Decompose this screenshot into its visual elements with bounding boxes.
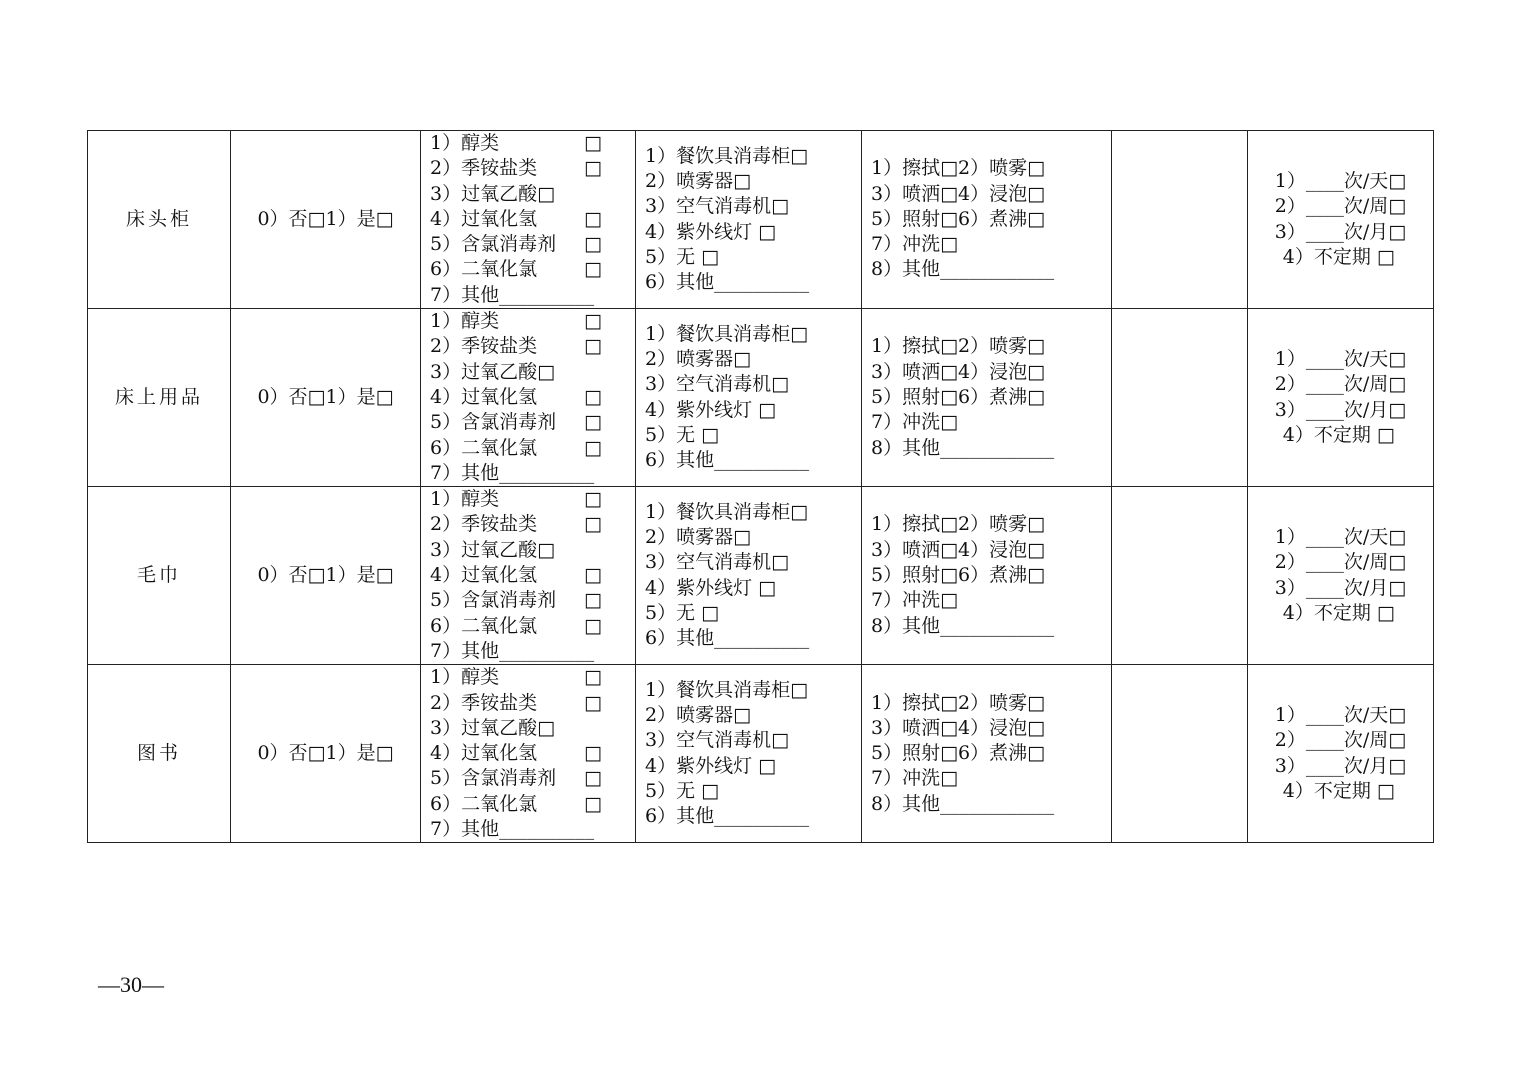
agent-option[interactable] [430,257,602,282]
blank-cell[interactable] [1112,487,1248,665]
checkbox[interactable]: □ [584,157,602,180]
agent-label: 2）季铵盐类 [430,335,538,358]
agent-label: 4）过氧化氢 [430,207,538,230]
agent-label: 3）过氧乙酸□ [430,182,556,205]
equipment-option[interactable]: 5）无 □ [645,245,720,268]
method-cell [862,665,1112,843]
checkbox[interactable]: □ [584,233,602,256]
agent-label: 6）二氧化氯 [430,792,538,815]
checkbox[interactable]: □ [584,411,602,434]
frequency-option[interactable]: 4）不定期 □ [1282,780,1395,803]
method-option[interactable]: 5）照射□6）煮沸□ [871,207,1046,230]
equipment-option[interactable]: 3）空气消毒机□ [645,195,790,218]
agent-option[interactable] [430,156,602,181]
frequency-cell [1248,131,1434,309]
checkbox[interactable]: □ [584,132,602,154]
equipment-cell [636,131,862,309]
method-option[interactable]: 5）照射□6）煮沸□ [871,385,1046,408]
agent-option[interactable] [430,792,602,817]
blank-cell[interactable] [1112,131,1248,309]
agent-option[interactable] [430,309,602,334]
frequency-option[interactable]: 1）____次/天□ [1274,704,1407,727]
agent-label: 1）醇类 [430,132,500,154]
frequency-options [1275,525,1406,626]
method-option[interactable]: 7）冲洗□ [871,589,959,612]
agent-label: 6）二氧化氯 [430,436,538,459]
equipment-option[interactable]: 4）紫外线灯 □ [645,398,777,421]
agent-option[interactable] [430,207,602,232]
checkbox[interactable]: □ [584,614,602,637]
agent-option[interactable] [430,385,602,410]
disinfect-yes-no-cell[interactable] [231,309,421,487]
blank-cell[interactable] [1112,665,1248,843]
equipment-cell [636,487,862,665]
agent-option-other[interactable] [430,283,602,308]
agent-label: 5）含氯消毒剂 [430,233,557,256]
equipment-option[interactable]: 2）喷雾器□ [645,169,752,192]
agent-label: 1）醇类 [430,310,500,333]
method-option[interactable]: 3）喷洒□4）浸泡□ [871,538,1046,561]
agent-option[interactable] [430,588,602,613]
disinfect-yes-no[interactable]: 0）否□1）是□ [257,742,394,765]
table-row [88,309,1434,487]
item-name-cell [88,309,231,487]
checkbox[interactable]: □ [584,258,602,281]
agent-option[interactable] [430,232,602,257]
agent-option[interactable] [430,436,602,461]
agent-label: 5）含氯消毒剂 [430,589,557,612]
disinfect-yes-no[interactable]: 0）否□1）是□ [257,564,394,587]
equipment-option[interactable]: 2）喷雾器□ [645,704,752,727]
equipment-option[interactable]: 6）其他__________ [645,627,810,650]
table-row [88,665,1434,843]
item-name-cell [88,665,231,843]
agent-option[interactable] [430,410,602,435]
frequency-option[interactable]: 4）不定期 □ [1282,245,1395,268]
item-name-cell [88,131,231,309]
frequency-options [1275,169,1406,270]
table-row [88,487,1434,665]
disinfect-yes-no-cell[interactable] [231,665,421,843]
frequency-option[interactable]: 1）____次/天□ [1274,526,1407,549]
frequency-option[interactable]: 2）____次/周□ [1274,729,1407,752]
agent-label: 5）含氯消毒剂 [430,411,557,434]
agent-label: 1）醇类 [430,488,500,511]
agent-option[interactable] [430,741,602,766]
agent-option-other[interactable] [430,461,602,486]
agent-label: 7）其他__________ [430,818,595,841]
disinfectant-type-cell [421,131,636,309]
agent-option[interactable] [430,334,602,359]
equipment-option[interactable]: 5）无 □ [645,780,720,803]
method-option[interactable]: 3）喷洒□4）浸泡□ [871,182,1046,205]
frequency-option[interactable]: 2）____次/周□ [1274,373,1407,396]
frequency-option[interactable]: 4）不定期 □ [1282,601,1395,624]
frequency-option[interactable]: 3）____次/月□ [1274,398,1407,421]
equipment-option[interactable]: 3）空气消毒机□ [645,373,790,396]
disinfect-yes-no-cell[interactable] [231,131,421,309]
checkbox[interactable]: □ [584,691,602,714]
equipment-option[interactable]: 6）其他__________ [645,271,810,294]
equipment-option[interactable]: 6）其他__________ [645,805,810,828]
agent-label: 4）过氧化氢 [430,742,538,765]
method-option[interactable]: 5）照射□6）煮沸□ [871,742,1046,765]
equipment-option[interactable]: 2）喷雾器□ [645,348,752,371]
method-option[interactable]: 1）擦拭□2）喷雾□ [871,691,1046,714]
disinfect-yes-no[interactable]: 0）否□1）是□ [257,385,394,408]
method-option[interactable]: 7）冲洗□ [871,233,959,256]
agent-option[interactable] [430,716,602,741]
method-option[interactable]: 8）其他____________ [871,614,1055,637]
method-option[interactable]: 5）照射□6）煮沸□ [871,564,1046,587]
disinfection-form-table [87,130,1434,843]
item-name-cell [88,487,231,665]
agent-label: 2）季铵盐类 [430,157,538,180]
equipment-option[interactable]: 3）空气消毒机□ [645,551,790,574]
agent-label: 7）其他__________ [430,283,595,306]
checkbox[interactable]: □ [584,564,602,587]
equipment-cell [636,309,862,487]
agent-option[interactable] [430,131,602,156]
equipment-option[interactable]: 4）紫外线灯 □ [645,754,777,777]
frequency-cell [1248,309,1434,487]
frequency-option[interactable]: 1）____次/天□ [1274,169,1407,192]
item-name: 床头柜 [125,207,192,230]
equipment-option[interactable]: 1）餐饮具消毒柜□ [645,144,809,167]
equipment-option[interactable]: 1）餐饮具消毒柜□ [645,322,809,345]
table-row [88,131,1434,309]
table-body [88,131,1434,843]
equipment-option[interactable]: 4）紫外线灯 □ [645,220,777,243]
equipment-option[interactable]: 4）紫外线灯 □ [645,576,777,599]
agent-option[interactable] [430,614,602,639]
equipment-option[interactable]: 1）餐饮具消毒柜□ [645,500,809,523]
agent-option-other[interactable] [430,639,602,664]
agent-option[interactable] [430,563,602,588]
equipment-option[interactable]: 5）无 □ [645,601,720,624]
checkbox[interactable]: □ [584,335,602,358]
method-option[interactable]: 7）冲洗□ [871,411,959,434]
frequency-options [1275,703,1406,804]
frequency-option[interactable]: 2）____次/周□ [1274,551,1407,574]
agent-option[interactable] [430,182,602,207]
method-cell [862,487,1112,665]
checkbox[interactable]: □ [584,436,602,459]
checkbox[interactable]: □ [584,767,602,790]
method-option[interactable]: 8）其他____________ [871,258,1055,281]
agent-option[interactable] [430,665,602,690]
agent-label: 5）含氯消毒剂 [430,767,557,790]
checkbox[interactable]: □ [584,666,602,689]
item-name: 毛巾 [136,564,181,587]
checkbox[interactable]: □ [584,310,602,333]
frequency-option[interactable]: 4）不定期 □ [1282,423,1395,446]
blank-cell[interactable] [1112,309,1248,487]
agent-label: 1）醇类 [430,666,500,689]
agent-option[interactable] [430,691,602,716]
agent-label: 2）季铵盐类 [430,513,538,536]
method-option[interactable]: 1）擦拭□2）喷雾□ [871,157,1046,180]
agent-label: 3）过氧乙酸□ [430,360,556,383]
method-option[interactable]: 3）喷洒□4）浸泡□ [871,716,1046,739]
frequency-options [1275,347,1406,448]
agent-option[interactable] [430,766,602,791]
method-cell [862,131,1112,309]
agent-label: 7）其他__________ [430,639,595,662]
checkbox[interactable]: □ [584,589,602,612]
frequency-option[interactable]: 3）____次/月□ [1274,754,1407,777]
disinfect-yes-no[interactable]: 0）否□1）是□ [257,207,394,230]
method-option[interactable]: 8）其他____________ [871,436,1055,459]
frequency-option[interactable]: 3）____次/月□ [1274,576,1407,599]
agent-option[interactable] [430,360,602,385]
agent-label: 3）过氧乙酸□ [430,538,556,561]
equipment-option[interactable]: 5）无 □ [645,423,720,446]
method-option[interactable]: 7）冲洗□ [871,767,959,790]
method-option[interactable]: 1）擦拭□2）喷雾□ [871,335,1046,358]
checkbox[interactable]: □ [584,488,602,511]
method-option[interactable]: 8）其他____________ [871,792,1055,815]
agent-label: 3）过氧乙酸□ [430,716,556,739]
frequency-option[interactable]: 2）____次/周□ [1274,195,1407,218]
agent-label: 4）过氧化氢 [430,385,538,408]
disinfectant-type-cell [421,309,636,487]
agent-label: 4）过氧化氢 [430,564,538,587]
page-number: —30— [98,972,164,997]
equipment-option[interactable]: 3）空气消毒机□ [645,729,790,752]
frequency-cell [1248,487,1434,665]
method-cell [862,309,1112,487]
disinfect-yes-no-cell[interactable] [231,487,421,665]
agent-label: 7）其他__________ [430,461,595,484]
item-name: 图书 [136,742,181,765]
equipment-option[interactable]: 1）餐饮具消毒柜□ [645,678,809,701]
agent-option[interactable] [430,538,602,563]
checkbox[interactable]: □ [584,742,602,765]
agent-label: 2）季铵盐类 [430,691,538,714]
method-option[interactable]: 1）擦拭□2）喷雾□ [871,513,1046,536]
equipment-option[interactable]: 2）喷雾器□ [645,526,752,549]
agent-label: 6）二氧化氯 [430,258,538,281]
equipment-cell [636,665,862,843]
equipment-option[interactable]: 6）其他__________ [645,449,810,472]
agent-option[interactable] [430,512,602,537]
frequency-option[interactable]: 3）____次/月□ [1274,220,1407,243]
frequency-option[interactable]: 1）____次/天□ [1274,348,1407,371]
checkbox[interactable]: □ [584,385,602,408]
checkbox[interactable]: □ [584,207,602,230]
disinfectant-type-cell [421,487,636,665]
disinfectant-type-cell [421,665,636,843]
agent-option[interactable] [430,487,602,512]
checkbox[interactable]: □ [584,792,602,815]
method-option[interactable]: 3）喷洒□4）浸泡□ [871,360,1046,383]
checkbox[interactable]: □ [584,513,602,536]
item-name: 床上用品 [114,385,203,408]
agent-option-other[interactable] [430,817,602,842]
agent-label: 6）二氧化氯 [430,614,538,637]
frequency-cell [1248,665,1434,843]
